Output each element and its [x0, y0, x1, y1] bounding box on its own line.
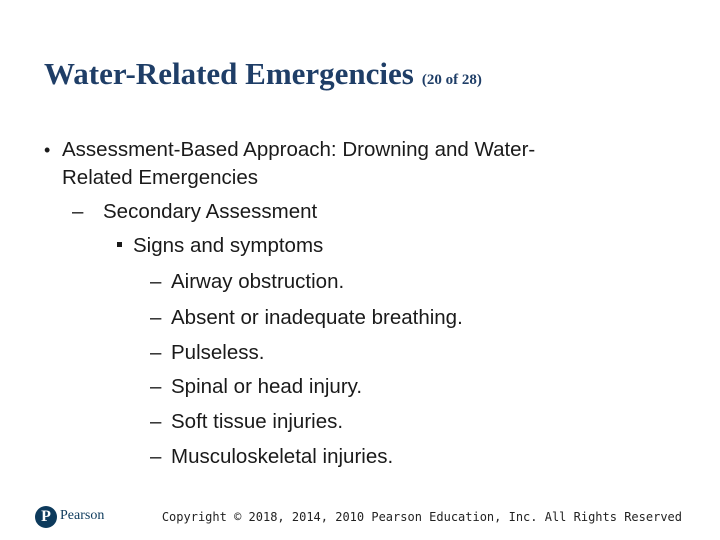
bullet-dash-icon: –	[72, 200, 84, 223]
symptom-item: Airway obstruction.	[171, 270, 345, 293]
bullet-dash-icon: –	[150, 445, 162, 468]
symptom-item: Musculoskeletal injuries.	[171, 445, 394, 468]
symptom-item: Pulseless.	[171, 341, 265, 364]
bullet-text-level2: Secondary Assessment	[103, 200, 318, 223]
slide-count: (20 of 28)	[421, 72, 482, 88]
copyright-notice: Copyright © 2018, 2014, 2010 Pearson Education, Inc. All Rights Reserved	[161, 510, 682, 524]
symptom-item: Absent or inadequate breathing.	[171, 306, 463, 329]
bullet-text-level1-cont: Related Emergencies	[62, 166, 258, 189]
bullet-dash-icon: –	[150, 410, 162, 433]
bullet-dash-icon: –	[150, 270, 162, 293]
symptom-item: Spinal or head injury.	[171, 375, 363, 398]
bullet-text-level3: Signs and symptoms	[133, 234, 324, 257]
bullet-dash-icon: –	[150, 306, 162, 329]
symptom-item: Soft tissue injuries.	[171, 410, 344, 433]
pearson-logo-wordmark: Pearson	[60, 508, 105, 523]
slide-title-text: Water-Related Emergencies	[44, 56, 414, 91]
bullet-dash-icon: –	[150, 341, 162, 364]
bullet-dash-icon: –	[150, 375, 162, 398]
bullet-dot-icon: •	[44, 140, 51, 160]
bullet-text-level1: Assessment-Based Approach: Drowning and Water-	[62, 138, 536, 161]
bullet-square-icon	[117, 242, 122, 247]
pearson-logo-letter: P	[41, 508, 51, 525]
